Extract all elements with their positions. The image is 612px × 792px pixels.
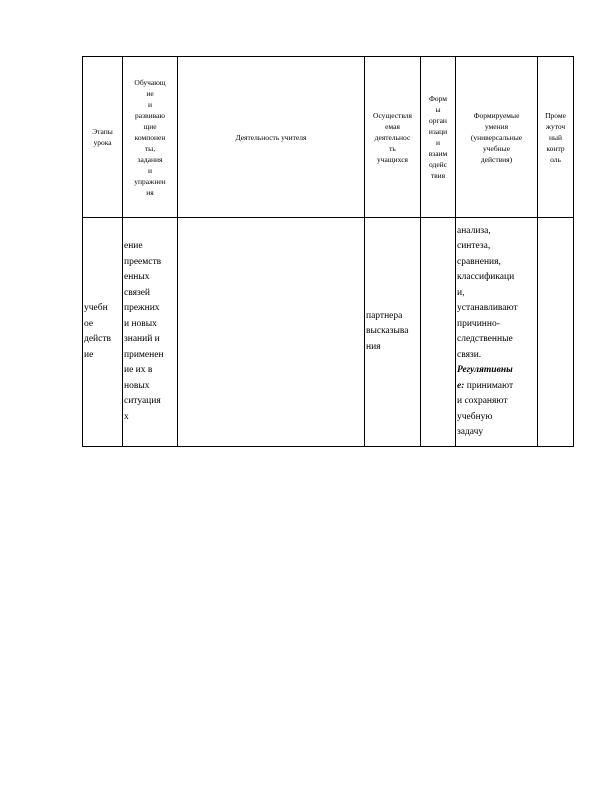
header-skills: Формируемые умения (универсальные учебные действия)	[456, 57, 538, 218]
cell-stage: учебн ое действ ие	[83, 218, 123, 447]
cell-control	[538, 218, 574, 447]
skills-text-before: анализа, синтеза, сравнения, классификаци и, устанавливают причинно- следственные связи.	[457, 225, 518, 360]
header-student-activity: Осуществля емая деятельнос ть учащихся	[365, 57, 421, 218]
header-stages: Этапы урока	[83, 57, 123, 218]
cell-interaction-forms	[421, 218, 456, 447]
cell-skills	[456, 218, 538, 447]
cell-teacher-activity	[178, 218, 365, 447]
lesson-table	[82, 56, 574, 447]
header-interaction-forms: Форм ы орган изаци и взаим одейс твия	[421, 57, 456, 218]
header-control: Проме жуточ ный контр оль	[538, 57, 574, 218]
skills-regulative-label: Регулятивны е:	[457, 365, 513, 391]
header-components: Обучающ ие и развиваю щие компонен ты, задания и упражнен ия	[123, 57, 178, 218]
table-row	[83, 218, 574, 447]
header-teacher-activity: Деятельность учителя	[178, 57, 365, 218]
cell-student-activity: партнера высказыва ния	[365, 218, 421, 447]
table-header-row	[83, 57, 574, 218]
skills-text-after: принимают и сохраняют учебную задачу	[457, 380, 514, 437]
cell-components: ение преемств енных связей прежних и новых знаний и применен ие их в новых ситуация х	[123, 218, 178, 447]
